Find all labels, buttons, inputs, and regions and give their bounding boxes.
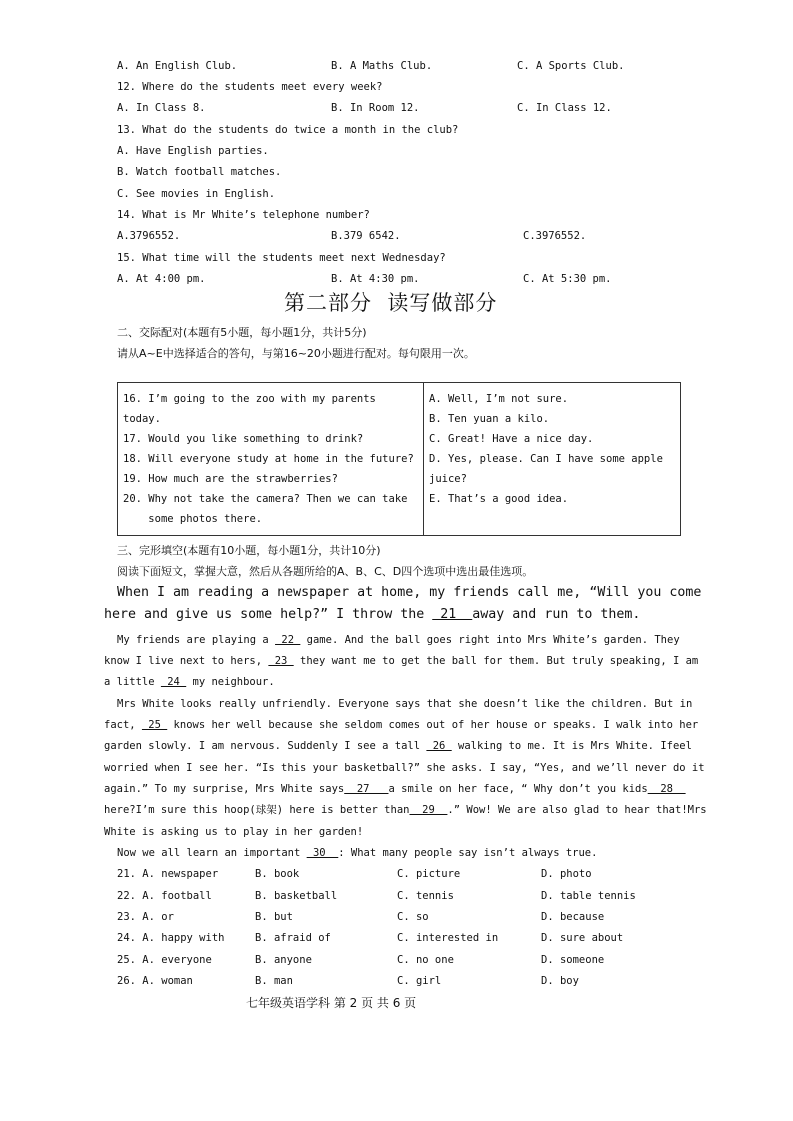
passage-line (104, 718, 698, 732)
q13-option-a: A. Have English parties. (117, 145, 269, 157)
section3-instruction: 阅读下面短文，掌握大意，然后从各题所给的A、B、C、D四个选项中选出最佳选项。 (117, 565, 534, 578)
passage-text: game. And the ball goes right into Mrs White’s garden. They (300, 634, 680, 646)
passage-text: My friends are playing a (117, 634, 276, 646)
matching-answers (424, 383, 681, 536)
option-22-d: D. table tennis (541, 890, 636, 902)
q13-option-c: C. See movies in English. (117, 188, 276, 200)
passage-text: garden slowly. I am nervous. Suddenly I see a tall (104, 740, 427, 752)
option-26-b: B. man (255, 975, 293, 987)
passage-line (104, 782, 686, 796)
option-22-b: B. basketball (255, 890, 338, 902)
answer-d: D. Yes, please. Can I have some apple (429, 453, 663, 465)
option-24-b: B. afraid of (255, 932, 331, 944)
q14-option-b: B.379 6542. (331, 230, 401, 242)
q11-option-a: A. An English Club. (117, 60, 238, 72)
option-26-d: D. boy (541, 975, 579, 987)
question-20: 20. Why not take the camera? Then we can take (123, 493, 408, 505)
passage-text: away and run to them. (472, 607, 641, 622)
passage-text: walking to me. It is Mrs White. Ifeel (451, 740, 692, 752)
matching-table (117, 382, 681, 536)
passage-line (104, 675, 275, 689)
blank-21: 21 (432, 607, 473, 622)
passage-line: worried when I see her. “Is this your basketball?” she asks. I say, “Yes, and we’ll never do it (104, 762, 705, 774)
part2-title: 第二部分 读写做部分 (284, 291, 498, 315)
blank-28: 28 (647, 783, 686, 795)
option-26-c: C. girl (397, 975, 442, 987)
option-23-d: D. because (541, 911, 605, 923)
option-22-c: C. tennis (397, 890, 454, 902)
passage-text: : What many people say isn’t always true. (338, 847, 598, 859)
question-17: 17. Would you like something to drink? (123, 433, 364, 445)
question-18: 18. Will everyone study at home in the future? (123, 453, 414, 465)
blank-27: 27 (344, 783, 389, 795)
blank-30: 30 (306, 847, 339, 859)
option-21-d: D. photo (541, 868, 592, 880)
blank-26: 26 (426, 740, 452, 752)
option-23-b: B. but (255, 911, 293, 923)
q14-option-c: C.3976552. (523, 230, 587, 242)
blank-29: 29 (409, 804, 448, 816)
option-24-a: 24. A. happy with (117, 932, 225, 944)
question-19: 19. How much are the strawberries? (123, 473, 338, 485)
passage-text: here and give us some help?” I throw the (104, 607, 433, 622)
passage-text: my neighbour. (186, 676, 275, 688)
passage-text: knows her well because she seldom comes out of her house or speaks. I walk into her (167, 719, 699, 731)
answer-b: B. Ten yuan a kilo. (429, 413, 550, 425)
answer-c: C. Great! Have a nice day. (429, 433, 594, 445)
q12-stem: 12. Where do the students meet every week? (117, 81, 383, 93)
option-23-c: C. so (397, 911, 429, 923)
section2-instruction: 请从A~E中选择适合的答句，与第16~20小题进行配对。每句限用一次。 (117, 347, 475, 360)
blank-24: 24 (160, 676, 187, 688)
q11-option-c: C. A Sports Club. (517, 60, 625, 72)
answer-e: E. That’s a good idea. (429, 493, 569, 505)
blank-23: 23 (268, 655, 294, 667)
q13-option-b: B. Watch football matches. (117, 166, 282, 178)
question-16: 16. I’m going to the zoo with my parents today. (123, 393, 383, 425)
q13-stem: 13. What do the students do twice a month in the club? (117, 124, 459, 136)
passage-line: White is asking us to play in her garden! (104, 826, 364, 838)
passage-text: again.” To my surprise, Mrs White says (104, 783, 345, 795)
option-24-c: C. interested in (397, 932, 499, 944)
q14-stem: 14. What is Mr White’s telephone number? (117, 209, 370, 221)
passage-line: Mrs White looks really unfriendly. Everyone says that she doesn’t like the children. But in (117, 698, 693, 710)
section3-heading: 三、完形填空(本题有10小题，每小题1分，共计10分) (117, 544, 381, 557)
q12-option-b: B. In Room 12. (331, 102, 420, 114)
q14-option-a: A.3796552. (117, 230, 181, 242)
option-21-b: B. book (255, 868, 300, 880)
blank-25: 25 (141, 719, 168, 731)
q12-option-c: C. In Class 12. (517, 102, 612, 114)
section2-heading: 二、交际配对(本题有5小题，每小题1分，共计5分) (117, 326, 367, 339)
page-footer: 七年级英语学科 第 2 页 共 6 页 (246, 996, 417, 1010)
answer-d-continued: juice? (429, 473, 467, 485)
passage-text: .” Wow! We are also glad to hear that!Mrs (447, 804, 707, 816)
passage-intro-line-1: When I am reading a newspaper at home, my friends call me, “Will you come (117, 585, 702, 600)
passage-text: know I live next to hers, (104, 655, 269, 667)
q15-option-a: A. At 4:00 pm. (117, 273, 206, 285)
question-20-continued: some photos there. (123, 513, 263, 525)
option-23-a: 23. A. or (117, 911, 174, 923)
q15-option-b: B. At 4:30 pm. (331, 273, 420, 285)
blank-22: 22 (275, 634, 301, 646)
passage-intro-line-2 (104, 606, 640, 624)
option-22-a: 22. A. football (117, 890, 212, 902)
option-26-a: 26. A. woman (117, 975, 193, 987)
passage-text: Now we all learn an important (117, 847, 307, 859)
option-25-a: 25. A. everyone (117, 954, 212, 966)
passage-line (104, 654, 698, 668)
option-25-c: C. no one (397, 954, 454, 966)
option-21-c: C. picture (397, 868, 461, 880)
passage-text: they want me to get the ball for them. But truly speaking, I am (293, 655, 699, 667)
passage-text: here?I’m sure this hoop(球架) here is better than (104, 804, 410, 816)
q11-option-b: B. A Maths Club. (331, 60, 433, 72)
option-25-d: D. someone (541, 954, 605, 966)
q15-option-c: C. At 5:30 pm. (523, 273, 612, 285)
passage-text: a smile on her face, “ Why don’t you kids (388, 783, 648, 795)
q15-stem: 15. What time will the students meet next Wednesday? (117, 252, 446, 264)
passage-line (117, 846, 597, 860)
matching-questions (118, 383, 424, 536)
answer-a: A. Well, I’m not sure. (429, 393, 569, 405)
option-21-a: 21. A. newspaper (117, 868, 219, 880)
passage-text: fact, (104, 719, 142, 731)
passage-line (117, 633, 680, 647)
passage-line (104, 803, 707, 817)
passage-line (104, 739, 692, 753)
passage-text: a little (104, 676, 161, 688)
q12-option-a: A. In Class 8. (117, 102, 206, 114)
option-24-d: D. sure about (541, 932, 624, 944)
option-25-b: B. anyone (255, 954, 312, 966)
